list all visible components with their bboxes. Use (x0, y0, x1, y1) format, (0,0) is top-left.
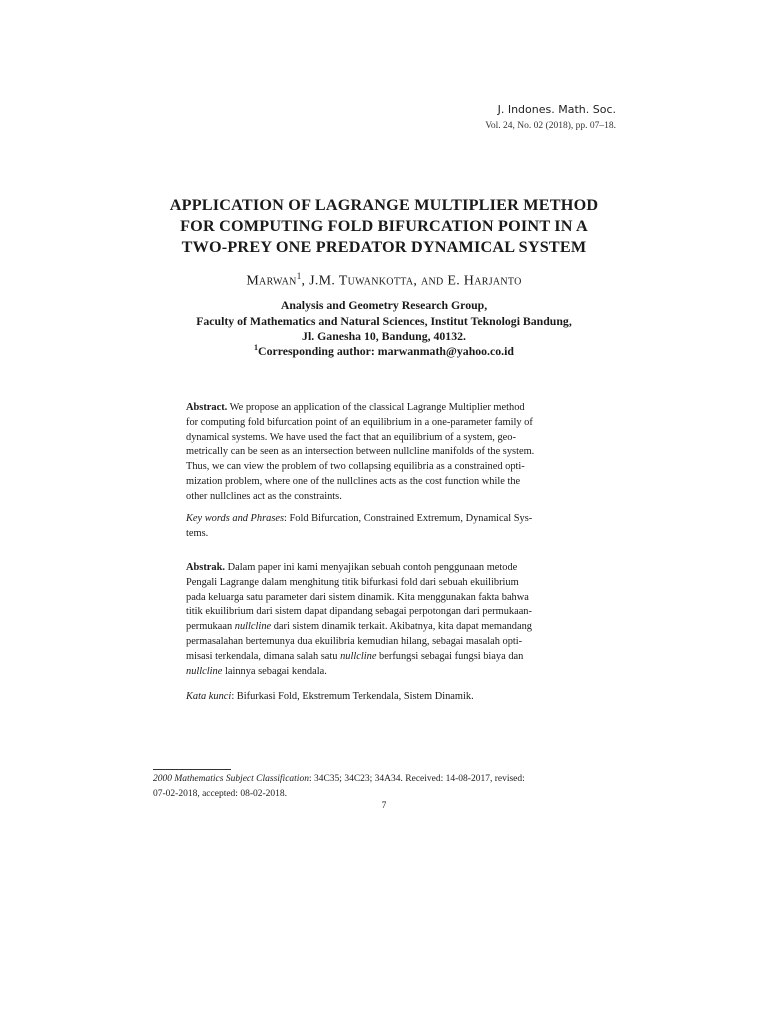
author-list (100, 271, 668, 290)
abstrak-line: Pengali Lagrange dalam menghitung titik bifurkasi fold dari sebuah ekuilibrium (186, 576, 519, 588)
affiliation-line: Faculty of Mathematics and Natural Sciences, Institut Teknologi Bandung, (196, 313, 572, 328)
abstract-line: metrically can be seen as an intersection between nullcline manifolds of the system. (186, 446, 535, 458)
footnote-text: 07-02-2018, accepted: 08-02-2018. (153, 789, 288, 799)
abstrak-line: pada keluarga satu parameter dari sistem dinamik. Kita menggunakan fakta bahwa (186, 591, 529, 603)
abstrak-italic: nullcline (340, 650, 377, 662)
paper-title (100, 195, 668, 258)
kata-kunci-label: Kata kunci (186, 691, 232, 702)
abstract-line: We propose an application of the classical Lagrange Multiplier method (227, 402, 525, 413)
abstrak-line: titik ekuilibrium dari sistem dapat dipandang sebagai perpotongan dari permukaan- (186, 606, 532, 618)
keywords-english (186, 512, 583, 542)
author-names-rest: , J.M. Tuwankotta, and E. Harjanto (301, 273, 522, 289)
title-line: TWO-PREY ONE PREDATOR DYNAMICAL SYSTEM (181, 238, 587, 256)
abstrak-line: misasi terkendala, dimana salah satu (186, 650, 341, 662)
corresponding-sup: 1 (254, 343, 259, 352)
corresponding-author (100, 343, 668, 359)
abstrak-line: Dalam paper ini kami menyajikan sebuah contoh penggunaan metode (224, 562, 518, 573)
abstrak-line: permukaan (186, 621, 235, 633)
msc-label: 2000 Mathematics Subject Classification (153, 774, 309, 784)
abstract-line: other nullclines act as the constraints. (186, 490, 342, 502)
abstract-english (186, 401, 583, 505)
keywords-text: tems. (186, 527, 209, 539)
abstrak-italic: nullcline (234, 621, 272, 633)
footnote-text: : 34C35; 34C23; 34A34. Received: 14-08-2017, revised: (308, 774, 525, 784)
journal-issue: Vol. 24, No. 02 (2018), pp. 07–18. (485, 121, 616, 131)
title-line: FOR COMPUTING FOLD BIFURCATION POINT IN A (180, 217, 588, 235)
affiliation (100, 298, 668, 345)
keywords-text: : Fold Bifurcation, Constrained Extremum, Dynamical Sys- (284, 513, 533, 524)
affiliation-line: Analysis and Geometry Research Group, (280, 298, 488, 312)
corresponding-text: Corresponding author: marwanmath@yahoo.co.id (258, 343, 514, 358)
abstrak-line: lainnya sebagai kendala. (222, 665, 327, 677)
abstract-indonesian (186, 561, 583, 679)
abstract-line: dynamical systems. We have used the fact that an equilibrium of a system, geo- (186, 431, 516, 443)
author-name: Marwan (246, 273, 297, 289)
abstrak-line: berfungsi sebagai fungsi biaya dan (376, 650, 524, 662)
abstract-line: mization problem, where one of the nullclines acts as the cost function while the (186, 475, 521, 487)
title-line: APPLICATION OF LAGRANGE MULTIPLIER METHOD (169, 196, 599, 214)
journal-name: J. Indones. Math. Soc. (497, 103, 616, 116)
abstrak-heading: Abstrak. (186, 562, 225, 573)
keywords-indonesian (186, 690, 583, 705)
page-number: 7 (381, 801, 387, 811)
abstract-line: Thus, we can view the problem of two collapsing equilibria as a constrained opti- (186, 461, 525, 473)
keywords-label: Key words and Phrases (186, 513, 285, 524)
abstract-line: for computing fold bifurcation point of an equilibrium in a one-parameter family of (186, 416, 533, 428)
abstrak-line: dari sistem dinamik terkait. Akibatnya, kita dapat memandang (271, 621, 532, 633)
footnote (153, 772, 615, 802)
author-sup: 1 (296, 271, 302, 281)
abstract-heading: Abstract. (186, 402, 228, 413)
abstrak-line: permasalahan bertemunya dua ekuilibria kemudian hilang, sebagai masalah opti- (186, 635, 523, 647)
kata-kunci-text: : Bifurkasi Fold, Ekstremum Terkendala, Sistem Dinamik. (231, 691, 474, 702)
abstrak-italic: nullcline (186, 665, 223, 677)
footnote-divider (153, 769, 231, 770)
affiliation-line: Jl. Ganesha 10, Bandung, 40132. (302, 329, 466, 343)
